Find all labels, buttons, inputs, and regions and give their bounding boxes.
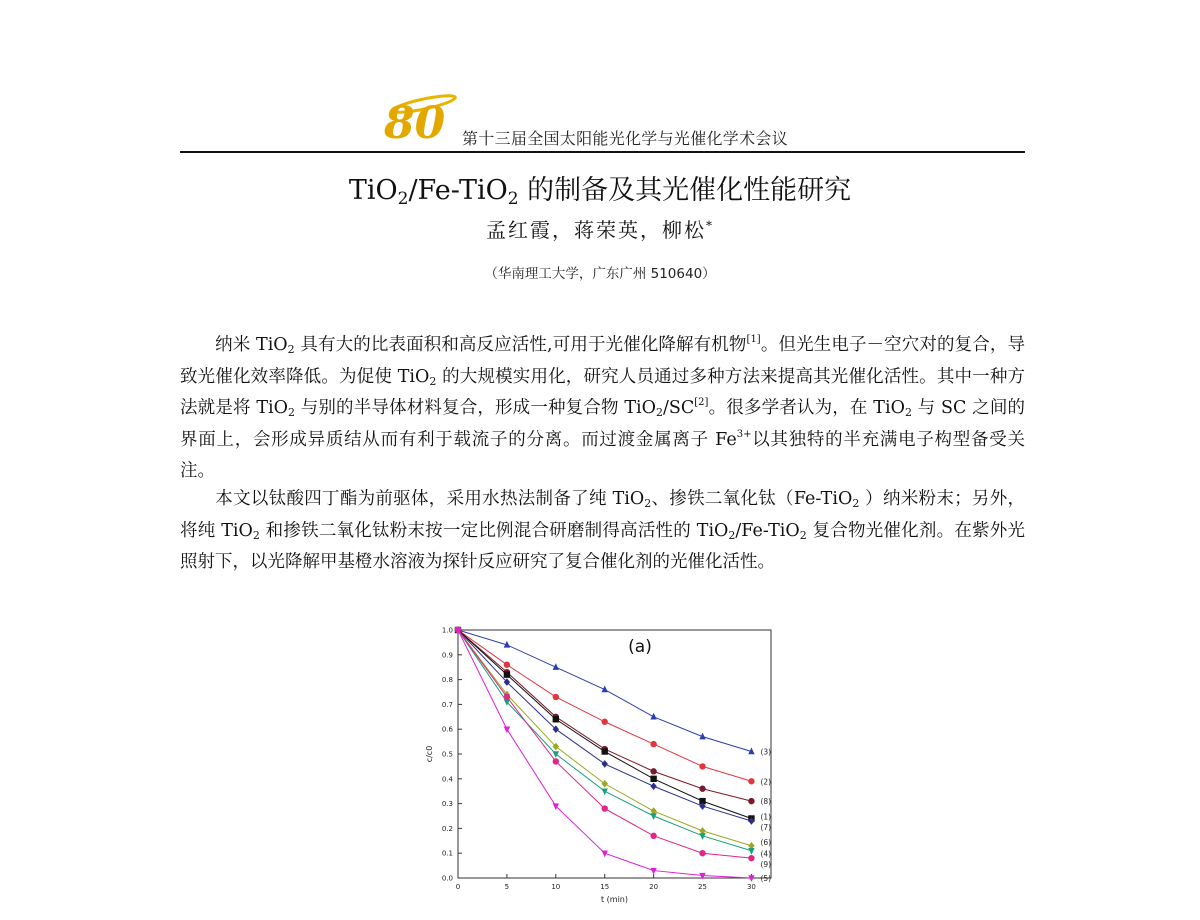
y-tick-label: 0.6 <box>441 725 453 734</box>
data-point <box>553 694 559 700</box>
y-tick-label: 0.0 <box>441 874 453 883</box>
series-line <box>458 630 751 781</box>
conference-logo <box>380 88 460 144</box>
data-point <box>504 662 510 668</box>
series-label: (7) <box>760 822 772 832</box>
y-tick-label: 0.9 <box>441 651 453 660</box>
authors: 孟红霞，蒋荣英，柳松* <box>486 218 714 242</box>
degradation-chart <box>418 622 788 920</box>
x-tick-label: 20 <box>649 883 659 891</box>
series-label: (8) <box>760 797 772 807</box>
series-9 <box>455 627 771 869</box>
x-tick-label: 5 <box>504 883 510 891</box>
data-point <box>650 741 656 747</box>
series-5 <box>455 627 771 883</box>
paragraph-intro: 纳米 TiO$_2$ 具有大的比表面积和高反应活性,可用于光催化降解有机物[1]。但光生电子－空穴对的复合，导致光催化效率降低。为促使 TiO$_2$ 的大规模实用化，研究人员通过多种方法来提高其光催化活性。其中一种方法就是将 TiO$_2$ 与别的半导体材料复合，形成一种复合物 TiO$_2$/SC[2]。很多学者认为，在 TiO$_2$ 与 SC 之间的界面上，会形成异质结从而有利于载流子的分离。而过渡金属离子 $Fe^{3+}$以其独特的半充满电子构型备受关注。 <box>180 334 1026 481</box>
data-point <box>602 805 608 811</box>
data-point <box>650 768 656 774</box>
data-point <box>602 748 608 754</box>
data-point <box>650 776 656 782</box>
y-tick-label: 1.0 <box>441 626 453 635</box>
header-rule <box>180 151 1025 153</box>
paper-title: TiO$_2$/Fe-TiO$_2$ 的制备及其光催化性能研究 <box>348 175 852 209</box>
data-point <box>748 855 754 861</box>
data-point <box>553 803 559 810</box>
y-tick-label: 0.1 <box>441 849 453 858</box>
data-point <box>650 833 656 839</box>
data-point <box>748 875 754 882</box>
series-1 <box>455 627 771 822</box>
y-tick-label: 0.5 <box>441 750 453 759</box>
data-point <box>553 716 559 722</box>
series-label: (9) <box>760 860 772 870</box>
x-tick-label: 0 <box>455 883 461 891</box>
series-label: (6) <box>760 837 772 847</box>
y-tick-label: 0.8 <box>441 676 453 685</box>
series-label: (5) <box>760 874 772 883</box>
data-point <box>553 758 559 764</box>
data-point <box>602 780 608 788</box>
series-label: (3) <box>760 747 772 757</box>
series-8 <box>455 627 771 806</box>
panel-label: (a) <box>628 637 652 657</box>
series-label: (1) <box>760 812 772 822</box>
data-point <box>602 719 608 725</box>
x-axis-label: t (min) <box>600 895 629 904</box>
series-line <box>458 630 751 801</box>
series-line <box>458 630 751 851</box>
data-point <box>699 873 705 880</box>
paragraph-method: 本文以钛酸四丁酯为前驱体，采用水热法制备了纯 TiO$_2$、掺铁二氧化钛（Fe-TiO$_2$ ）纳米粉末；另外，将纯 TiO$_2$ 和掺铁二氧化钛粉末按一定比例混合研磨制得高活性的 TiO$_2$/Fe-TiO$_2$ 复合物光催化剂。在紫外光照射下，以光降解甲基橙水溶液为探针反应研究了复合催化剂的光催化活性。 <box>180 489 1026 572</box>
conference-name: 第十三届全国太阳能光化学与光催化学术会议 <box>462 129 789 148</box>
series-7 <box>455 626 771 832</box>
y-tick-label: 0.2 <box>441 824 453 833</box>
data-point <box>553 751 559 758</box>
data-point <box>504 671 510 677</box>
data-point <box>504 694 510 700</box>
x-tick-label: 30 <box>746 883 756 891</box>
x-tick-label: 10 <box>551 883 561 891</box>
y-axis-label: c/c0 <box>425 745 434 763</box>
x-tick-label: 15 <box>600 883 610 891</box>
series-label: (2) <box>760 777 772 787</box>
affiliation: （华南理工大学，广东广州 510640） <box>484 266 716 282</box>
x-tick-label: 25 <box>698 883 707 891</box>
logo-text: 80 <box>384 98 446 144</box>
y-tick-label: 0.7 <box>441 700 453 709</box>
series-6 <box>455 626 771 849</box>
y-tick-label: 0.4 <box>441 775 453 784</box>
data-point <box>748 848 754 855</box>
y-tick-label: 0.3 <box>441 800 453 809</box>
data-point <box>602 760 608 768</box>
data-point <box>748 798 754 804</box>
data-point <box>748 778 754 784</box>
data-point <box>699 763 705 769</box>
series-line <box>458 630 751 858</box>
series-label: (4) <box>760 849 772 859</box>
data-point <box>650 713 656 720</box>
data-point <box>699 786 705 792</box>
series-2 <box>455 627 771 786</box>
data-point <box>699 850 705 856</box>
data-point <box>650 782 656 790</box>
